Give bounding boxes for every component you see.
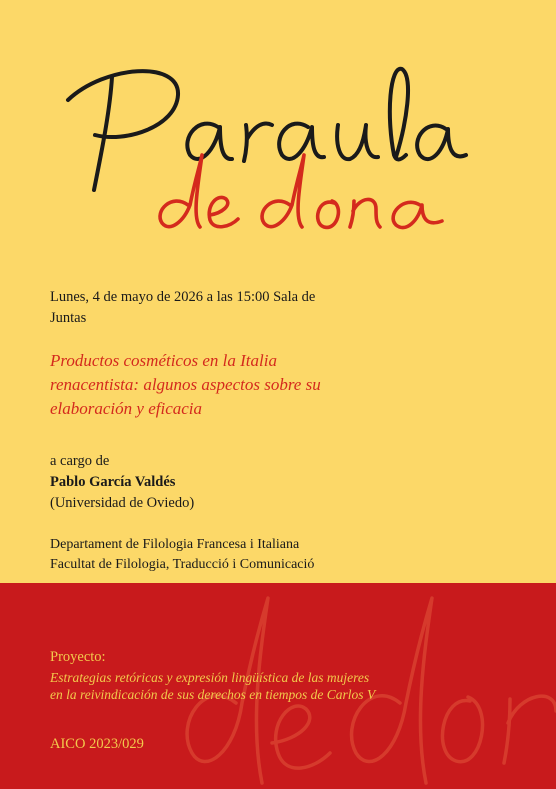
project-title: Estrategias retóricas y expresión lingüística de las mujeres en la reivindicación de sus derechos en tiempos de Carlos V	[50, 670, 376, 702]
project-label: Proyecto:	[50, 649, 106, 665]
speaker-name: Pablo García Valdés	[50, 474, 176, 490]
organizer-department: Departament de Filologia Francesa i Italiana	[50, 537, 300, 552]
organizer-faculty: Facultat de Filologia, Traducció i Comunicació	[50, 557, 315, 572]
byline-text: a cargo de	[50, 453, 110, 469]
talk-title: Productos cosméticos en la Italia renacentista: algunos aspectos sobre su elaboración y eficacia	[50, 351, 321, 418]
speaker-affiliation: (Universidad de Oviedo)	[50, 495, 195, 511]
event-date-line: Lunes, 4 de mayo de 2026 a las 15:00 Sala de Juntas	[50, 289, 316, 326]
logo-word-paraula	[68, 69, 466, 190]
paraula-de-dona-logo	[50, 55, 470, 265]
logo-word-de-dona	[160, 155, 442, 228]
project-code: AICO 2023/029	[50, 736, 144, 752]
project-footer	[0, 583, 556, 789]
